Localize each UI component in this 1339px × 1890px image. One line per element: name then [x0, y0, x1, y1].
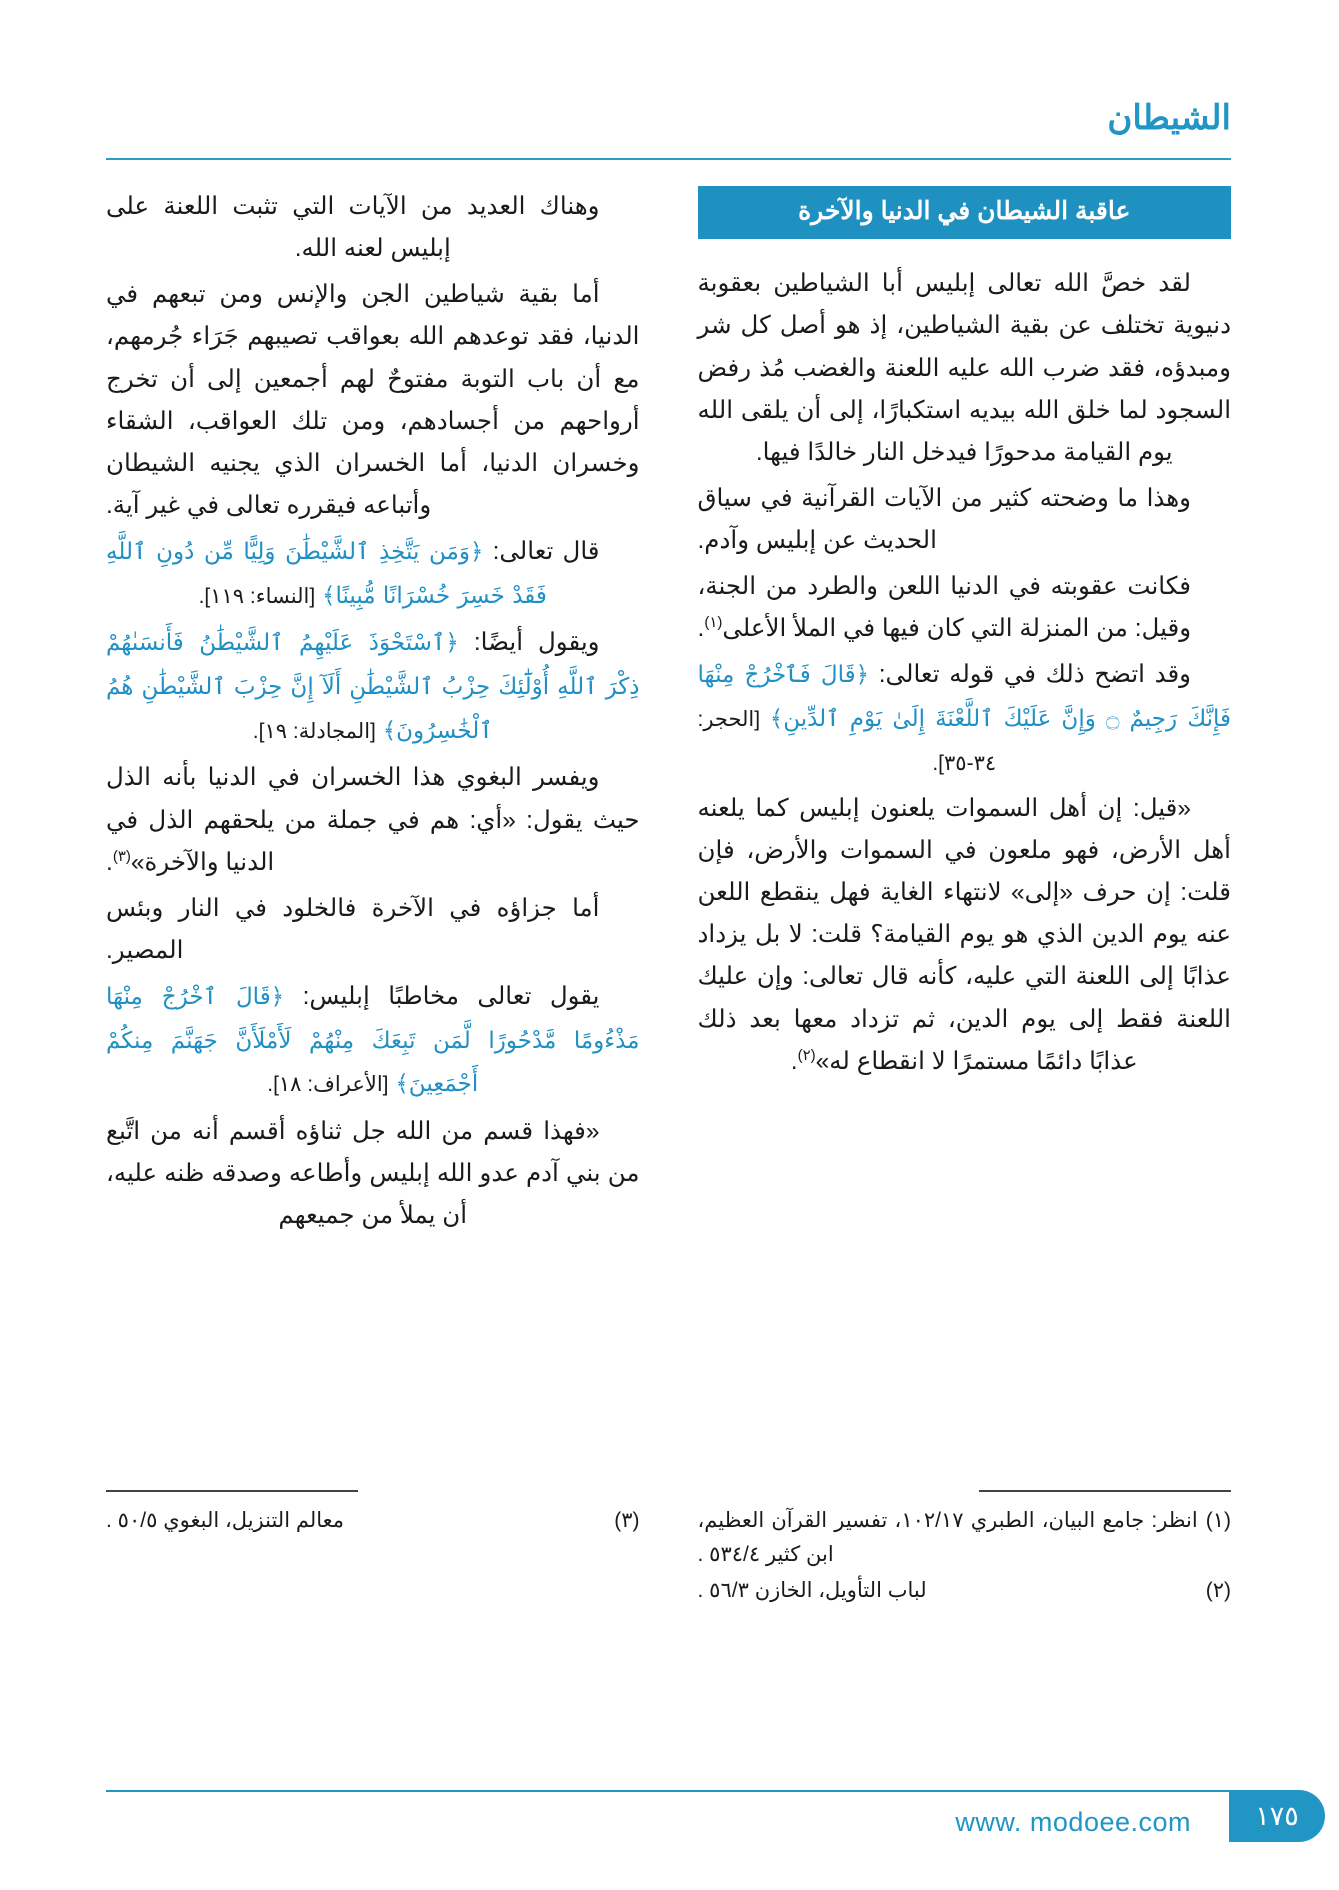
verse-reference: [الحجر: ٣٤-٣٥].: [697, 708, 997, 775]
verse-reference: [المجادلة: ١٩].: [252, 719, 376, 743]
column-left: [106, 186, 640, 1486]
footnote-text: معالم التنزيل، البغوي ٥٠/٥ .: [106, 1509, 345, 1532]
quotation: [698, 788, 1232, 1083]
paragraph-text: ويفسر البغوي هذا الخسران في الدنيا بأنه الذل حيث يقول: «أي: هم في جملة من يلحقهم الذل في الدنيا والآخرة»: [106, 764, 640, 876]
body-columns: [106, 186, 1231, 1486]
quotation-tail: .: [790, 1047, 798, 1075]
footnote-marker: (٣): [112, 847, 131, 865]
paragraph: [106, 757, 640, 883]
paragraph-tail: .: [106, 848, 113, 876]
footnote-text: انظر: جامع البيان، الطبري ١٠٢/١٧، تفسير القرآن العظيم، ابن كثير ٥٣٤/٤ .: [697, 1509, 1198, 1567]
verse-block: [106, 622, 640, 753]
footnotes-area: [106, 1490, 1231, 1640]
quotation: «فهذا قسم من الله جل ثناؤه أقسم أنه من اتَّبع من بني آدم عدو الله إبليس وأطاعه وصدقه ظنه عليه، أن يملأ من جميعهم: [106, 1118, 640, 1230]
footnote-number: (٣): [614, 1509, 640, 1532]
footnote-divider-left: [106, 1490, 358, 1492]
column-right: [698, 186, 1232, 1486]
footnote-item: [698, 1504, 1232, 1572]
footnote-number: (١): [1205, 1509, 1231, 1532]
quotation-text: «قيل: إن أهل السموات يلعنون إبليس كما يلعنه أهل الأرض، فهو ملعون في السموات والأرض، فإن قلت: إن حرف «إلى» لانتهاء الغاية فهل ينقطع اللعن عنه يوم الدين الذي هو يوم القيامة؟ قلت: لا بل يزداد عذابًا إلى اللعنة التي عليه، كأنه قال تعالى: وإن عليك اللعنة فقط إلى يوم الدين، ثم تزداد معها بعد ذلك عذابًا دائمًا مستمرًا لا انقطاع له»: [697, 794, 1231, 1075]
verse-block: [106, 531, 640, 618]
verse-intro: يقول تعالى مخاطبًا إبليس:: [302, 983, 600, 1011]
footnote-number: (٢): [1205, 1579, 1231, 1603]
footnote-marker: (٢): [797, 1046, 816, 1064]
footnote-divider-right: [979, 1490, 1231, 1492]
paragraph: لقد خصَّ الله تعالى إبليس أبا الشياطين بعقوبة دنيوية تختلف عن بقية الشياطين، إذ هو أصل كل شر ومبدؤه، فقد ضرب الله عليه اللعنة والغضب مُذ رفض السجود لما خلق الله بيديه استكبارًا، إلى أن يلقى الله يوم القيامة مدحورًا فيدخل النار خالدًا فيها.: [697, 270, 1231, 466]
paragraph: [698, 566, 1232, 650]
quran-verse: ﴿قَالَ فَٱخْرُجْ مِنْهَا فَإِنَّكَ رَجِيمٌ ۝ وَإِنَّ عَلَيْكَ ٱللَّعْنَةَ إِلَىٰ يَوْمِ ٱلدِّينِ﴾: [697, 662, 1232, 733]
footnote-marker: (١): [704, 614, 723, 632]
quran-verse: ﴿ٱسْتَحْوَذَ عَلَيْهِمُ ٱلشَّيْطَٰنُ فَأَنسَىٰهُمْ ذِكْرَ ٱللَّهِ أُوْلَٰٓئِكَ حِزْبُ ٱلشَّيْطَٰنِ أَلَآ إِنَّ حِزْبَ ٱلشَّيْطَٰنِ هُمُ ٱلْخَٰسِرُونَ﴾: [106, 630, 640, 744]
paragraph: وهذا ما وضحته كثير من الآيات القرآنية في سياق الحديث عن إبليس وآدم.: [697, 484, 1191, 554]
footnote-text: لباب التأويل، الخازن ٥٦/٣ .: [697, 1579, 927, 1603]
running-head: الشيطان: [1107, 99, 1231, 137]
footnote-columns: [106, 1504, 1231, 1610]
verse-intro: وقد اتضح ذلك في قوله تعالى:: [878, 661, 1191, 689]
quran-verse: ﴿وَمَن يَتَّخِذِ ٱلشَّيْطَٰنَ وَلِيًّا مِّن دُونِ ٱللَّهِ فَقَدْ خَسِرَ خُسْرَانًا مُّبِينًا﴾: [106, 539, 547, 609]
footnote-column-right: [698, 1504, 1232, 1610]
paragraph: أما بقية شياطين الجن والإنس ومن تبعهم في الدنيا، فقد توعدهم الله بعواقب تصيبهم جَرَاء جُرمهم، مع أن باب التوبة مفتوحٌ لهم أجمعين إلى أن تخرج أرواحهم من أجسادهم، ومن تلك العواقب، الشقاء وخسران الدنيا، أما الخسران الذي يجنيه الشيطان وأتباعه فيقرره تعالى في غير آية.: [106, 281, 640, 519]
verse-intro: ويقول أيضًا:: [473, 629, 600, 657]
footnote-item: [106, 1504, 640, 1538]
quran-verse: ﴿قَالَ ٱخْرُجْ مِنْهَا مَذْءُومًا مَّدْحُورًا لَّمَن تَبِعَكَ مِنْهُمْ لَأَمْلَأَنَّ جَهَنَّمَ مِنكُمْ أَجْمَعِينَ﴾: [106, 984, 640, 1098]
paragraph-tail: .: [697, 615, 705, 643]
page-number: ١٧٥: [1229, 1790, 1325, 1842]
verse-intro: قال تعالى:: [492, 538, 600, 565]
paragraph: وهناك العديد من الآيات التي تثبت اللعنة على إبليس لعنه الله.: [106, 193, 600, 263]
footnote-item: [698, 1574, 1232, 1608]
paragraph-text: فكانت عقوبته في الدنيا اللعن والطرد من الجنة، وقيل: من المنزلة التي كان فيها في الملأ الأعلى: [697, 573, 1192, 643]
header-divider: [106, 158, 1231, 160]
verse-reference: [الأعراف: ١٨].: [267, 1073, 389, 1097]
footnote-column-left: [106, 1504, 640, 1610]
verse-reference: [النساء: ١١٩].: [198, 584, 316, 608]
paragraph: أما جزاؤه في الآخرة فالخلود في النار وبئس المصير.: [106, 894, 600, 964]
website-url[interactable]: www. modoee.com: [955, 1807, 1191, 1837]
verse-block: [698, 654, 1232, 784]
verse-block: [106, 976, 640, 1107]
section-heading: عاقبة الشيطان في الدنيا والآخرة: [698, 186, 1232, 239]
footer-divider: [106, 1790, 1231, 1792]
